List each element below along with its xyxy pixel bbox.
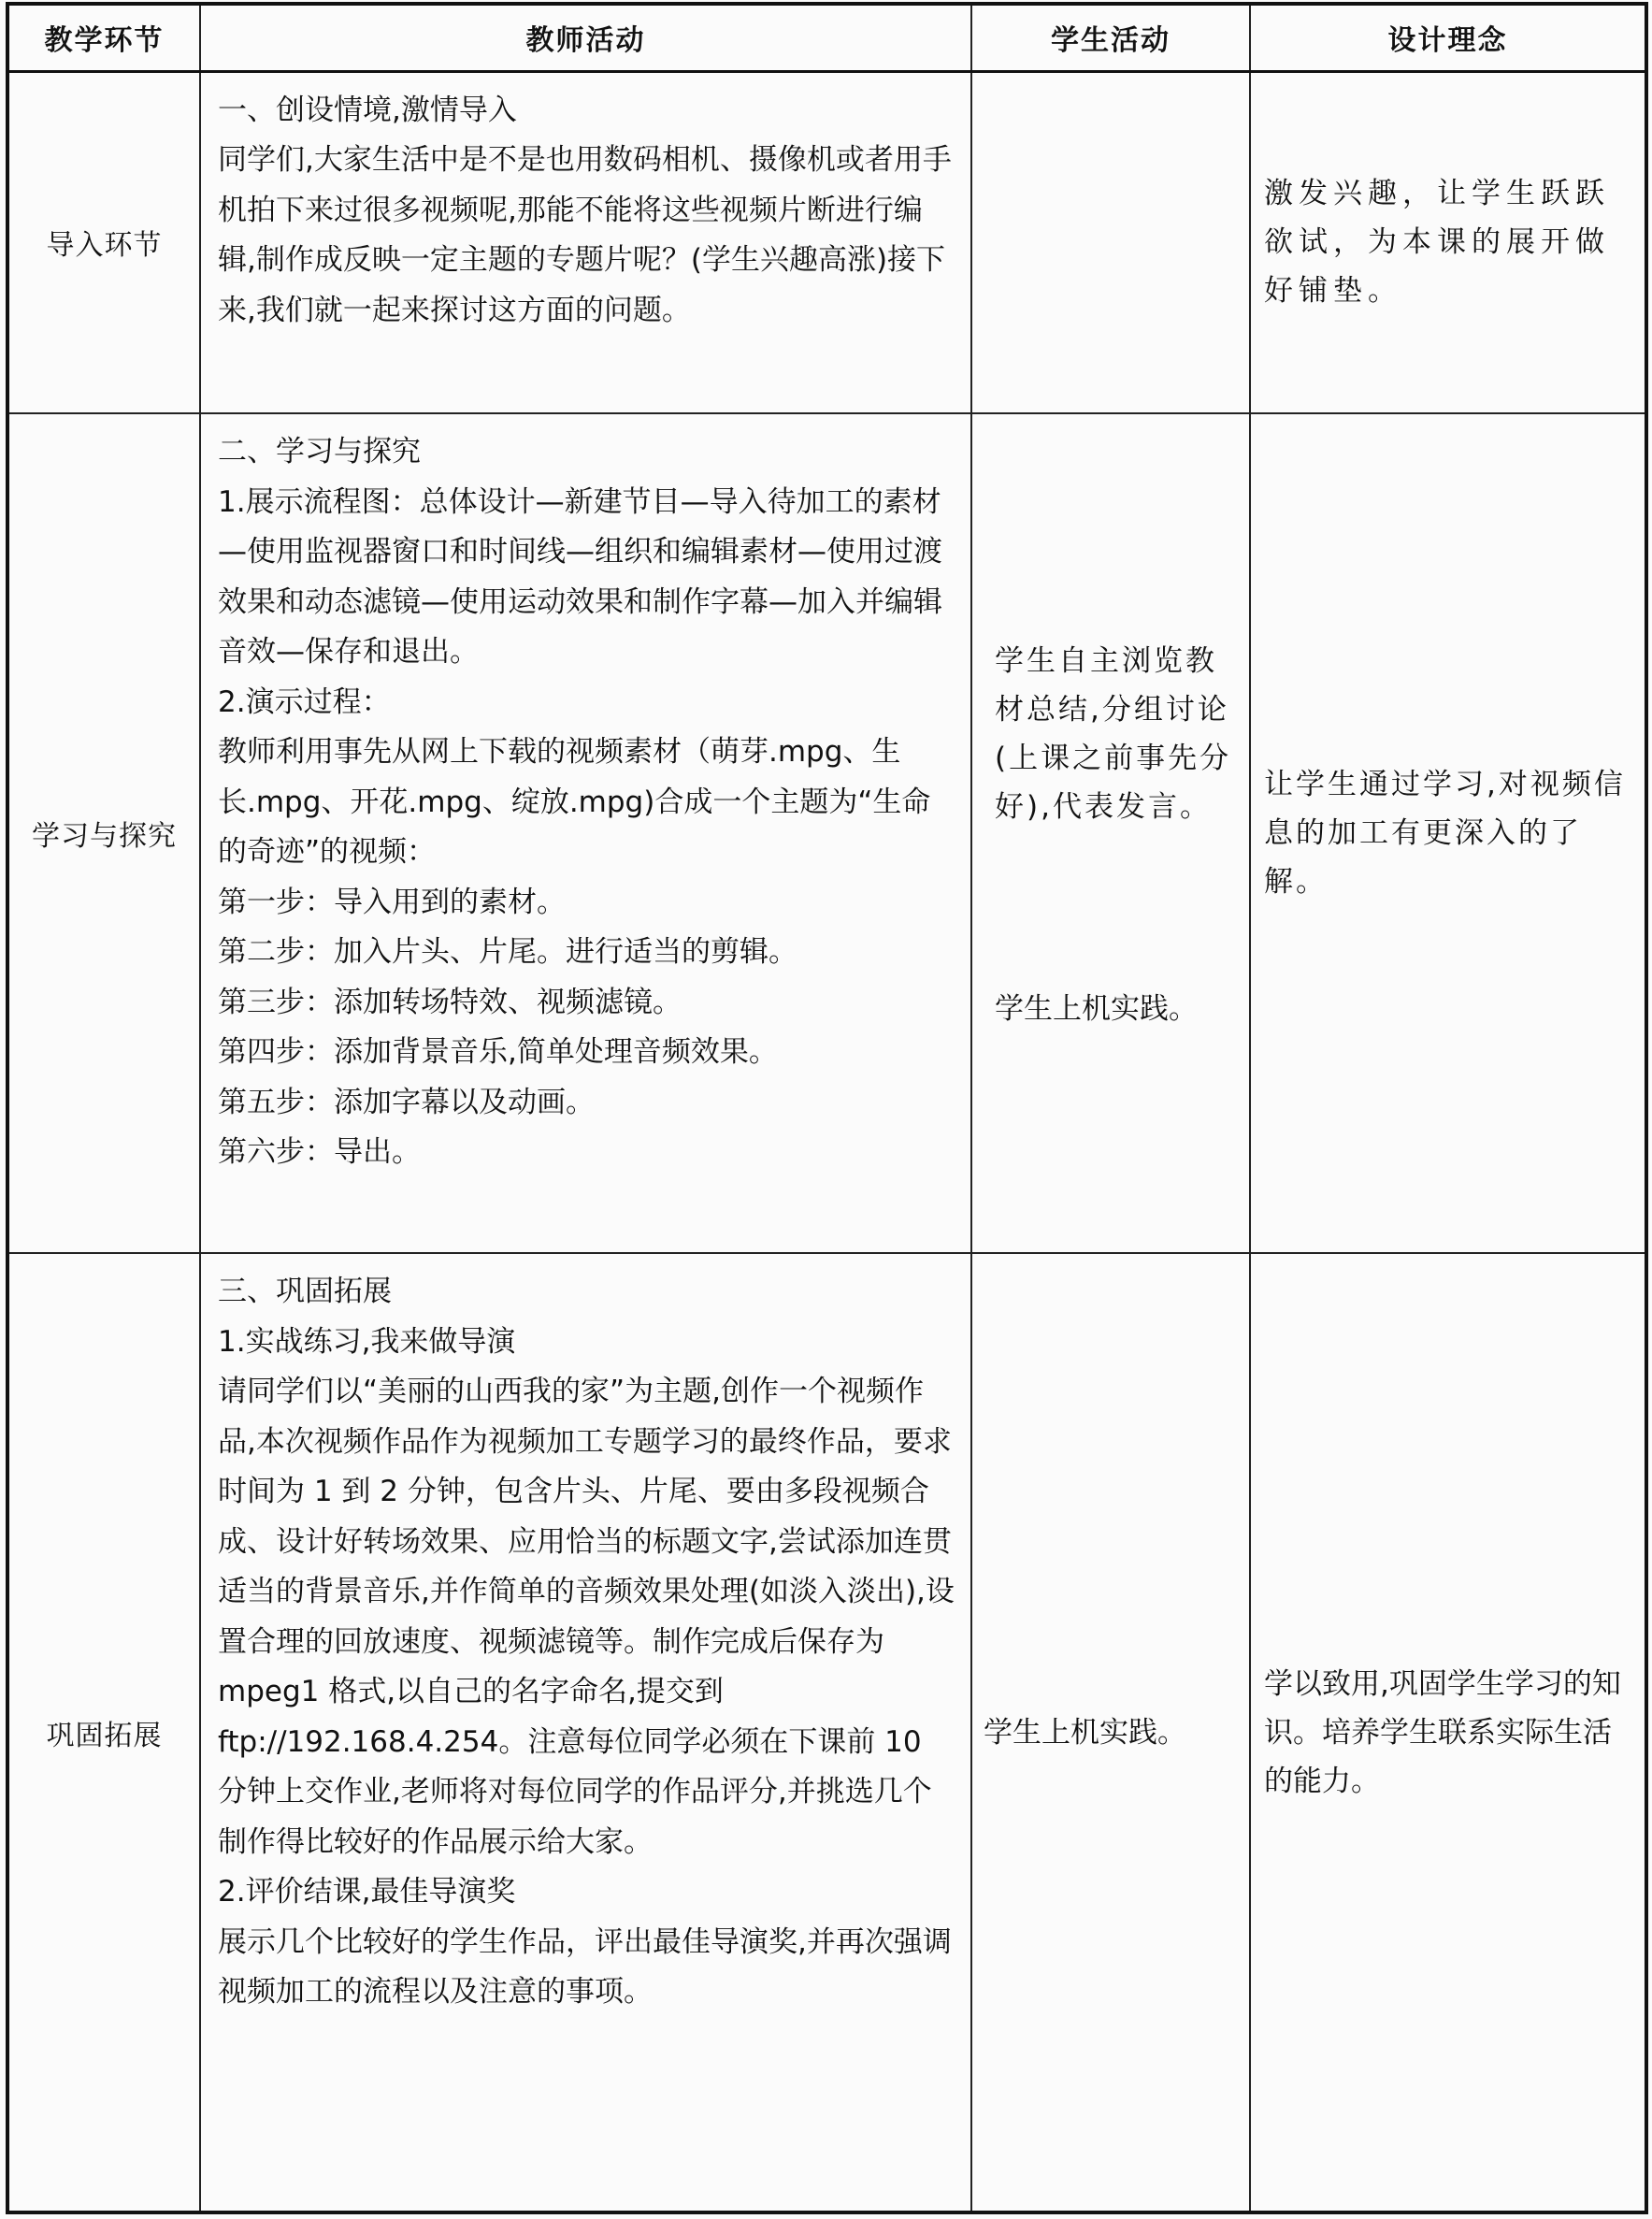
step-item: 第六步：导出。 <box>218 1135 421 1169</box>
table-row <box>7 71 1646 413</box>
stage-cell: 学习与探究 <box>7 413 200 1253</box>
teacher-activity-cell <box>200 1253 971 2212</box>
paragraph: 学以致用,巩固学生学习的知识。培养学生联系实际生活的能力。 <box>1264 1666 1621 1798</box>
design-concept-cell <box>1250 71 1646 413</box>
paragraph: 教师利用事先从网上下载的视频素材（萌芽.mpg、生长.mpg、开花.mpg、绽放.mpg)合成一个主题为“生命的奇迹”的视频： <box>218 735 931 869</box>
header-student-activity: 学生活动 <box>971 4 1250 71</box>
table-row <box>7 413 1646 1253</box>
lesson-plan-table <box>6 2 1648 2214</box>
paragraph: 1.展示流程图：总体设计—新建节目—导入待加工的素材—使用监视器窗口和时间线—组织和编辑素材—使用过渡效果和动态滤镜—使用运动效果和制作字幕—加入并编辑音效—保存和退出。 <box>218 484 942 669</box>
section-heading: 一、创设情境,激情导入 <box>218 93 517 127</box>
paragraph: 学生上机实践。 <box>995 992 1198 1026</box>
step-item: 第四步：添加背景音乐,简单处理音频效果。 <box>218 1035 778 1069</box>
design-concept-cell <box>1250 1253 1646 2212</box>
stage-cell: 导入环节 <box>7 71 200 413</box>
student-activity-cell <box>971 413 1250 1253</box>
header-teaching-stage: 教学环节 <box>7 4 200 71</box>
header-teacher-activity: 教师活动 <box>200 4 971 71</box>
step-item: 第三步：添加转场特效、视频滤镜。 <box>218 985 682 1019</box>
subsection-heading: 1.实战练习,我来做导演 <box>218 1324 516 1359</box>
step-item: 第一步：导入用到的素材。 <box>218 885 566 919</box>
teacher-activity-cell <box>200 71 971 413</box>
paragraph: 让学生通过学习,对视频信息的加工有更深入的了解。 <box>1264 768 1626 899</box>
section-heading: 三、巩固拓展 <box>218 1275 392 1308</box>
paragraph: 激发兴趣，让学生跃跃欲试，为本课的展开做好铺垫。 <box>1264 177 1610 309</box>
table-header-row <box>7 4 1646 71</box>
paragraph: 学生上机实践。 <box>984 1715 1186 1750</box>
paragraph: 学生自主浏览教材总结,分组讨论(上课之前事先分好),代表发言。 <box>995 644 1232 824</box>
paragraph: 请同学们以“美丽的山西我的家”为主题,创作一个视频作品,本次视频作品作为视频加工专题学习的最终作品，要求时间为 1 到 2 分钟，包含片头、片尾、要由多段视频合成、设计好转场效果、应用恰当的标题文字,尝试添加连贯适当的背景音乐,并作简单的音频效果处理(如淡入淡出),设置合理的回放速度、视频滤镜等。制作完成后保存为 mpeg1 格式,以自己的名字命名,提交到 ftp://192.168.4.254。注意每位同学必须在下课前 10 分钟上交作业,老师将对每位同学的作品评分,并挑选几个制作得比较好的作品展示给大家。 <box>218 1375 955 1859</box>
paragraph: 展示几个比较好的学生作品，评出最佳导演奖,并再次强调视频加工的流程以及注意的事项。 <box>218 1924 952 2009</box>
paragraph: 同学们,大家生活中是不是也用数码相机、摄像机或者用手机拍下来过很多视频呢,那能不能将这些视频片断进行编辑,制作成反映一定主题的专题片呢？(学生兴趣高涨)接下来,我们就一起来探讨这方面的问题。 <box>218 143 952 327</box>
section-heading: 二、学习与探究 <box>218 435 421 468</box>
stage-cell: 巩固拓展 <box>7 1253 200 2212</box>
design-concept-cell <box>1250 413 1646 1253</box>
step-item: 第五步：添加字幕以及动画。 <box>218 1085 595 1119</box>
student-activity-cell <box>971 1253 1250 2212</box>
step-item: 第二步：加入片头、片尾。进行适当的剪辑。 <box>218 935 797 969</box>
paragraph: 2.演示过程： <box>218 684 391 719</box>
teacher-activity-cell <box>200 413 971 1253</box>
subsection-heading: 2.评价结课,最佳导演奖 <box>218 1875 516 1909</box>
table-row <box>7 1253 1646 2212</box>
student-activity-cell <box>971 71 1250 413</box>
header-design-concept: 设计理念 <box>1250 4 1646 71</box>
